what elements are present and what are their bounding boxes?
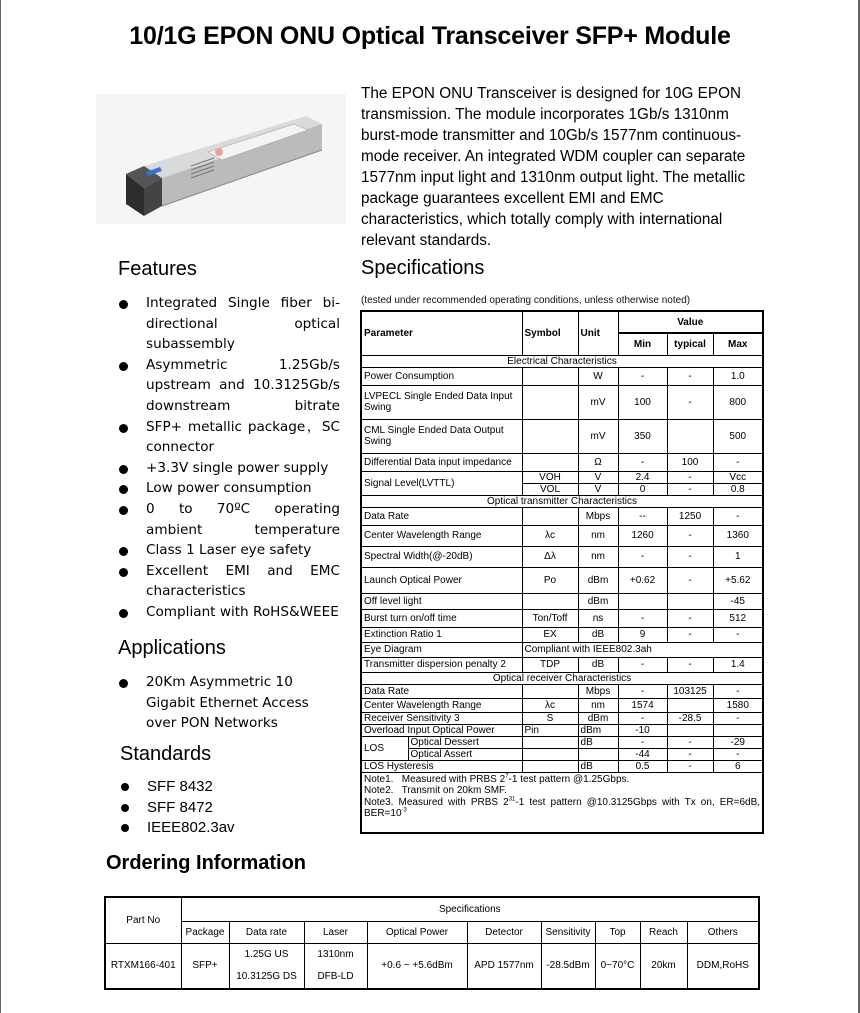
cell-min: - (618, 546, 667, 567)
cell-typical: - (667, 609, 713, 627)
cell-laser (304, 943, 367, 989)
cell-min: - (618, 712, 667, 724)
section-transmitter: Optical transmitter Characteristics (361, 495, 763, 507)
header-value: Value (618, 311, 763, 333)
cell-max: 6 (713, 760, 763, 772)
table-row (361, 471, 763, 483)
specifications-note: (tested under recommended operating conditions, unless otherwise noted) (361, 295, 691, 306)
header-laser: Laser (304, 921, 367, 943)
cell-symbol: S (522, 712, 578, 724)
header-top: Top (595, 921, 640, 943)
cell-symbol: VOH (522, 471, 578, 483)
cell-unit: V (578, 471, 618, 483)
section-electrical: Electrical Characteristics (361, 355, 763, 367)
header-data-rate: Data rate (229, 921, 304, 943)
cell-typical: - (667, 760, 713, 772)
cell-detector: APD 1577nm (467, 943, 541, 989)
cell-typical: -28.5 (667, 712, 713, 724)
table-row (361, 684, 763, 698)
table-header-row (361, 311, 763, 333)
cell-parameter: Launch Optical Power (361, 567, 522, 593)
cell-unit: nm (578, 546, 618, 567)
cell-symbol: VOL (522, 483, 578, 495)
cell-min: - (618, 367, 667, 385)
table-row (361, 724, 763, 736)
cell-symbol: Pin (522, 724, 578, 736)
cell-min: 0 (618, 483, 667, 495)
cell-others: DDM,RoHS (687, 943, 759, 989)
cell-symbol (522, 367, 578, 385)
cell-package: SFP+ (181, 943, 229, 989)
note-1: Note1. Measured with PRBS $2^7-1$ test pattern @1.25Gbps. (364, 773, 630, 785)
cell-min: 0.5 (618, 760, 667, 772)
cell-parameter: LVPECL Single Ended Data Input Swing (361, 385, 522, 419)
cell-unit (578, 748, 618, 760)
cell-parameter: Data Rate (361, 684, 522, 698)
cell-parameter: Spectral Width(@-20dB) (361, 546, 522, 567)
cell-symbol (522, 748, 578, 760)
features-heading: Features (118, 258, 197, 280)
cell-value: Compliant with IEEE802.3ah (522, 642, 763, 657)
cell-data-rate (229, 943, 304, 989)
cell-parameter: Eye Diagram (361, 642, 522, 657)
cell-parameter: Optical Assert (408, 748, 522, 760)
feature-item: Compliant with RoHS&WEEE (118, 602, 340, 623)
feature-item: Asymmetric 1.25Gb/s upstream and 10.3125Gb/s downstream bitrate (118, 355, 340, 417)
application-item: 20Km Asymmetric 10 Gigabit Ethernet Access over PON Networks (118, 672, 340, 734)
cell-min: 1260 (618, 525, 667, 546)
data-rate-downstream: 10.3125G DS (236, 970, 297, 982)
cell-parameter: Signal Level(LVTTL) (361, 471, 522, 495)
cell-min: - (618, 684, 667, 698)
cell-parameter: Extinction Ratio 1 (361, 627, 522, 642)
cell-unit: dB (578, 657, 618, 672)
cell-min: -- (618, 507, 667, 525)
header-package: Package (181, 921, 229, 943)
cell-unit: dBm (578, 724, 618, 736)
cell-max: Vcc (713, 471, 763, 483)
cell-typical (667, 419, 713, 453)
cell-symbol (522, 385, 578, 419)
standard-item: SFF 8472 (120, 798, 320, 819)
feature-item: SFP+ metallic package，SC connector (118, 417, 340, 458)
cell-unit: Mbps (578, 507, 618, 525)
cell-symbol: λc (522, 698, 578, 712)
cell-typical: - (667, 525, 713, 546)
header-typical: typical (667, 333, 713, 355)
table-row (361, 507, 763, 525)
cell-min: 9 (618, 627, 667, 642)
cell-typical: 1250 (667, 507, 713, 525)
cell-max: 1360 (713, 525, 763, 546)
standard-item: IEEE802.3av (120, 818, 320, 839)
ordering-heading: Ordering Information (106, 852, 306, 874)
cell-typical: 103125 (667, 684, 713, 698)
table-row (361, 627, 763, 642)
cell-parameter: Center Wavelength Range (361, 698, 522, 712)
cell-unit: dBm (578, 712, 618, 724)
cell-unit: ns (578, 609, 618, 627)
cell-unit: dBm (578, 593, 618, 609)
cell-unit: nm (578, 525, 618, 546)
cell-unit: dBm (578, 567, 618, 593)
cell-unit: mV (578, 385, 618, 419)
header-min: Min (618, 333, 667, 355)
specifications-heading: Specifications (361, 257, 485, 279)
table-row (361, 419, 763, 453)
table-row (361, 642, 763, 657)
cell-typical (667, 593, 713, 609)
cell-min: 1574 (618, 698, 667, 712)
table-row (361, 736, 763, 748)
cell-parameter: Receiver Sensitivity 3 (361, 712, 522, 724)
feature-item: Low power consumption (118, 478, 340, 499)
cell-typical: - (667, 385, 713, 419)
cell-sensitivity: -28.5dBm (541, 943, 595, 989)
document-title: 10/1G EPON ONU Optical Transceiver SFP+ Module (129, 22, 731, 50)
note-2: Note2. Transmit on 20km SMF. (364, 785, 507, 796)
cell-max (713, 724, 763, 736)
cell-symbol (522, 453, 578, 471)
cell-symbol: EX (522, 627, 578, 642)
data-rate-upstream: 1.25G US (244, 948, 289, 960)
cell-parameter: Center Wavelength Range (361, 525, 522, 546)
cell-min: 2.4 (618, 471, 667, 483)
table-row (361, 657, 763, 672)
header-parameter: Parameter (361, 311, 522, 355)
standards-heading: Standards (120, 743, 212, 765)
header-part-no: Part No (105, 897, 181, 943)
cell-typical: - (667, 471, 713, 483)
laser-type: DFB-LD (317, 970, 354, 982)
cell-typical (667, 724, 713, 736)
cell-unit: dB (578, 760, 618, 772)
table-row (105, 943, 759, 989)
cell-parameter: Overload Input Optical Power (361, 724, 522, 736)
cell-typical: - (667, 736, 713, 748)
feature-item: Integrated Single fiber bi-directional optical subassembly (118, 293, 340, 355)
cell-unit: Mbps (578, 684, 618, 698)
cell-max: 500 (713, 419, 763, 453)
applications-list (118, 672, 340, 734)
cell-unit: nm (578, 698, 618, 712)
table-row (361, 609, 763, 627)
table-row (361, 385, 763, 419)
cell-typical: - (667, 367, 713, 385)
cell-typical: 100 (667, 453, 713, 471)
cell-optical-power: +0.6 ~ +5.6dBm (367, 943, 467, 989)
cell-unit: Ω (578, 453, 618, 471)
cell-max: - (713, 712, 763, 724)
table-row (361, 567, 763, 593)
cell-typical: - (667, 483, 713, 495)
cell-typical: - (667, 546, 713, 567)
notes-cell (361, 772, 763, 833)
table-row (361, 698, 763, 712)
table-row (361, 593, 763, 609)
header-max: Max (713, 333, 763, 355)
cell-parameter: CML Single Ended Data Output Swing (361, 419, 522, 453)
feature-item: Class 1 Laser eye safety (118, 540, 340, 561)
laser-wavelength: 1310nm (317, 948, 354, 960)
cell-max: 0.8 (713, 483, 763, 495)
cell-reach: 20km (640, 943, 687, 989)
cell-parameter: LOS Hysteresis (361, 760, 522, 772)
header-reach: Reach (640, 921, 687, 943)
cell-max: 800 (713, 385, 763, 419)
cell-symbol (522, 760, 578, 772)
cell-unit: W (578, 367, 618, 385)
features-list (118, 293, 340, 623)
specifications-table (360, 310, 764, 834)
cell-max: 1.0 (713, 367, 763, 385)
table-row (361, 453, 763, 471)
cell-symbol (522, 684, 578, 698)
cell-typical: - (667, 748, 713, 760)
cell-max: - (713, 748, 763, 760)
cell-symbol (522, 736, 578, 748)
cell-symbol (522, 593, 578, 609)
cell-max: - (713, 507, 763, 525)
note-3: Note3. Measured with PRBS $2^{31}-1$ test pattern @10.3125Gbps with Tx on, ER=6dB, $BER=10^{-3}$ (364, 796, 761, 819)
cell-los-label: LOS (361, 736, 408, 760)
header-optical-power: Optical Power (367, 921, 467, 943)
cell-min: - (618, 609, 667, 627)
cell-symbol: Δλ (522, 546, 578, 567)
cell-parameter: Off level light (361, 593, 522, 609)
table-row (361, 525, 763, 546)
cell-parameter: Data Rate (361, 507, 522, 525)
cell-min: -44 (618, 748, 667, 760)
cell-top: 0~70°C (595, 943, 640, 989)
cell-typical (667, 698, 713, 712)
cell-parameter: Optical Dessert (408, 736, 522, 748)
cell-symbol: Po (522, 567, 578, 593)
cell-parameter: Transmitter dispersion penalty 2 (361, 657, 522, 672)
table-row (361, 367, 763, 385)
header-others: Others (687, 921, 759, 943)
header-symbol: Symbol (522, 311, 578, 355)
cell-max: +5.62 (713, 567, 763, 593)
cell-symbol (522, 419, 578, 453)
cell-min: - (618, 453, 667, 471)
standard-item: SFF 8432 (120, 777, 320, 798)
cell-max: -45 (713, 593, 763, 609)
header-specifications: Specifications (181, 897, 759, 921)
cell-min: -10 (618, 724, 667, 736)
cell-typical: - (667, 657, 713, 672)
cell-typical: - (667, 627, 713, 642)
product-image (96, 94, 346, 224)
header-sensitivity: Sensitivity (541, 921, 595, 943)
cell-min: - (618, 657, 667, 672)
cell-unit: dB (578, 627, 618, 642)
cell-min: 100 (618, 385, 667, 419)
cell-max: 1.4 (713, 657, 763, 672)
cell-max: - (713, 684, 763, 698)
cell-min: +0.62 (618, 567, 667, 593)
feature-item: 0 to 70ºC operating ambient temperature (118, 499, 340, 540)
cell-parameter: Burst turn on/off time (361, 609, 522, 627)
cell-symbol: TDP (522, 657, 578, 672)
notes-row (361, 772, 763, 833)
sfp-module-icon (96, 94, 346, 224)
ordering-table (104, 896, 760, 990)
cell-unit: mV (578, 419, 618, 453)
cell-max: - (713, 453, 763, 471)
feature-item: Excellent EMI and EMC characteristics (118, 561, 340, 602)
cell-max: -29 (713, 736, 763, 748)
section-receiver: Optical receiver Characteristics (361, 672, 763, 684)
table-row (361, 546, 763, 567)
cell-max: - (713, 627, 763, 642)
cell-min: 350 (618, 419, 667, 453)
cell-max: 1580 (713, 698, 763, 712)
cell-parameter: Differential Data input impedance (361, 453, 522, 471)
cell-symbol (522, 507, 578, 525)
cell-min (618, 593, 667, 609)
cell-typical: - (667, 567, 713, 593)
intro-paragraph: The EPON ONU Transceiver is designed for 10G EPON transmission. The module incorporates 1Gb/s 1310nm burst-mode transmitter and 10Gb/s 1577nm continuous-mode receiver. An integrated WDM coupler can separate 1577nm input light and 1310nm output light. The metallic package guarantees excellent EMI and EMC characteristics, which totally comply with international relevant standards. (361, 85, 746, 249)
cell-part-no: RTXM166-401 (105, 943, 181, 989)
cell-symbol: λc (522, 525, 578, 546)
cell-unit: dB (578, 736, 618, 748)
applications-heading: Applications (118, 637, 226, 659)
cell-max: 1 (713, 546, 763, 567)
feature-item: +3.3V single power supply (118, 458, 340, 479)
table-row (361, 712, 763, 724)
table-row (361, 748, 763, 760)
cell-parameter: Power Consumption (361, 367, 522, 385)
header-unit: Unit (578, 311, 618, 355)
cell-unit: V (578, 483, 618, 495)
cell-symbol: Ton/Toff (522, 609, 578, 627)
header-detector: Detector (467, 921, 541, 943)
cell-min: - (618, 736, 667, 748)
cell-max: 512 (713, 609, 763, 627)
standards-list (120, 777, 320, 839)
table-row (361, 760, 763, 772)
